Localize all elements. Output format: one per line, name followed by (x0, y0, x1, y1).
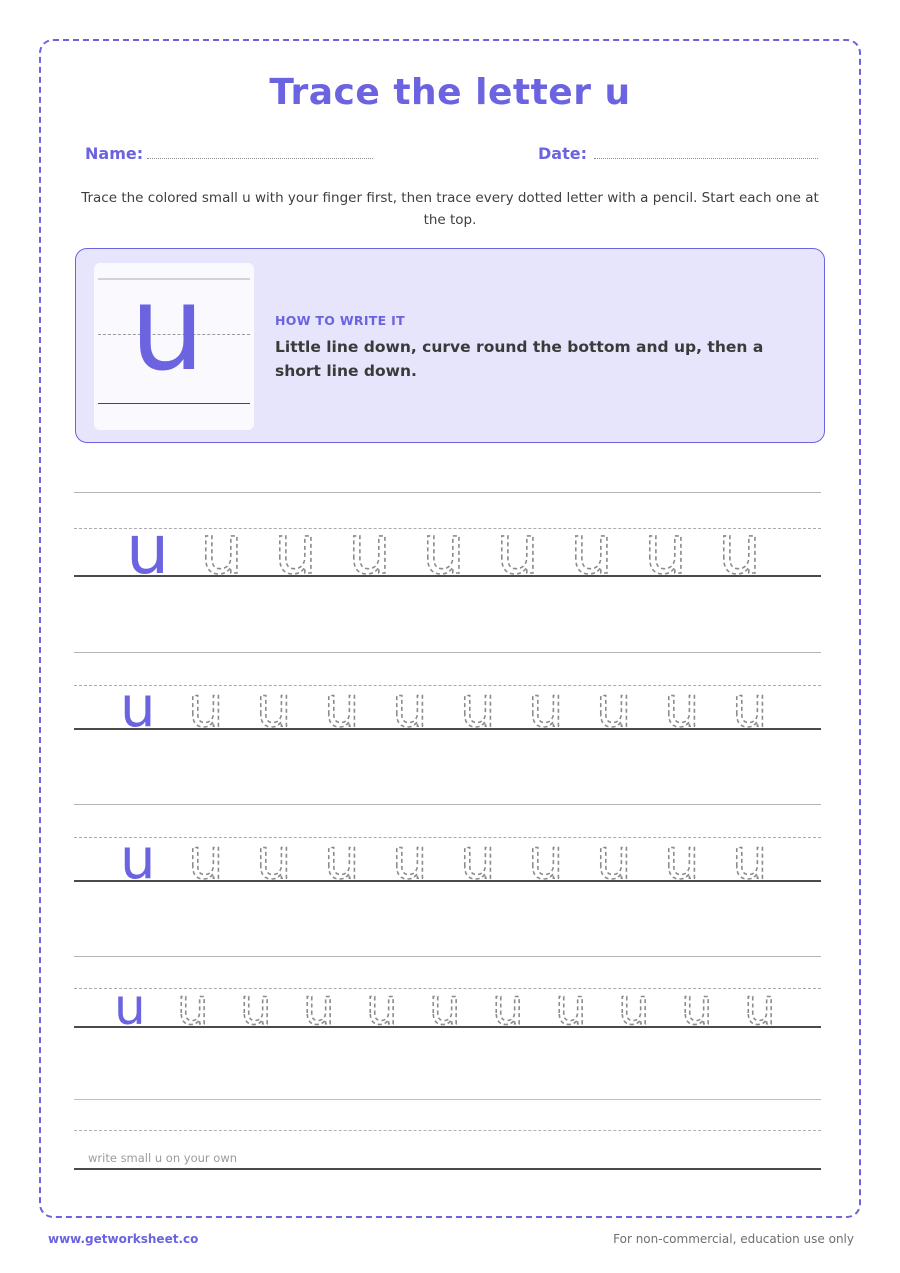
trace-letter: u (200, 511, 244, 590)
model-letter: u (114, 978, 146, 1036)
name-line (147, 158, 373, 159)
model-letter: u (120, 827, 156, 892)
how-to-card (75, 248, 825, 443)
trace-letter: u (256, 827, 292, 892)
trace-letter: u (596, 827, 632, 892)
trace-letter: u (392, 675, 428, 740)
trace-letter: u (392, 827, 428, 892)
trace-letter: u (303, 978, 335, 1036)
practice-row (74, 804, 821, 892)
model-letter: u (126, 511, 170, 590)
trace-letter: u (324, 827, 360, 892)
trace-letter: u (188, 827, 224, 892)
letter-demo-box (94, 263, 254, 430)
date-label: Date: (538, 144, 587, 163)
free-write-top-line (74, 1099, 821, 1100)
trace-letter: u (681, 978, 713, 1036)
practice-row (74, 492, 821, 590)
trace-letter: u (274, 511, 318, 590)
trace-letter: u (496, 511, 540, 590)
how-to-heading: HOW TO WRITE IT (275, 313, 405, 328)
trace-letter: u (618, 978, 650, 1036)
free-write-mid-line (74, 1130, 821, 1131)
trace-letter: u (188, 675, 224, 740)
trace-letter: u (528, 827, 564, 892)
trace-letter: u (664, 675, 700, 740)
trace-letter: u (429, 978, 461, 1036)
trace-letter: u (240, 978, 272, 1036)
trace-letter: u (460, 675, 496, 740)
row-letters (74, 804, 821, 892)
row-letters (74, 652, 821, 740)
row-letters (74, 492, 821, 590)
trace-letter: u (644, 511, 688, 590)
free-write-row (74, 1099, 821, 1171)
practice-row (74, 652, 821, 740)
trace-letter: u (528, 675, 564, 740)
trace-letter: u (256, 675, 292, 740)
trace-letter: u (664, 827, 700, 892)
footer-note: For non-commercial, education use only (613, 1232, 854, 1246)
trace-letter: u (366, 978, 398, 1036)
trace-letter: u (422, 511, 466, 590)
trace-letter: u (177, 978, 209, 1036)
free-write-base-line (74, 1168, 821, 1170)
trace-letter: u (732, 827, 768, 892)
row-letters (74, 956, 821, 1036)
trace-letter: u (596, 675, 632, 740)
trace-letter: u (348, 511, 392, 590)
trace-letter: u (570, 511, 614, 590)
trace-letter: u (744, 978, 776, 1036)
model-letter: u (120, 675, 156, 740)
name-label: Name: (85, 144, 144, 163)
how-to-text: Little line down, curve round the bottom and up, then a short line down. (275, 338, 764, 380)
date-line (594, 158, 818, 159)
trace-letter: u (492, 978, 524, 1036)
practice-row (74, 956, 821, 1036)
trace-letter: u (460, 827, 496, 892)
trace-letter: u (718, 511, 762, 590)
demo-base-line (98, 403, 250, 404)
trace-letter: u (324, 675, 360, 740)
trace-letter: u (732, 675, 768, 740)
worksheet-title: Trace the letter u (269, 72, 631, 113)
demo-letter: u (130, 263, 205, 397)
trace-letter: u (555, 978, 587, 1036)
instructions-text: Trace the colored small u with your finger first, then trace every dotted letter with a pencil. Start each one at the top. (81, 190, 819, 228)
footer-site: www.getworksheet.co (48, 1232, 199, 1246)
free-write-hint: write small u on your own (88, 1151, 238, 1165)
